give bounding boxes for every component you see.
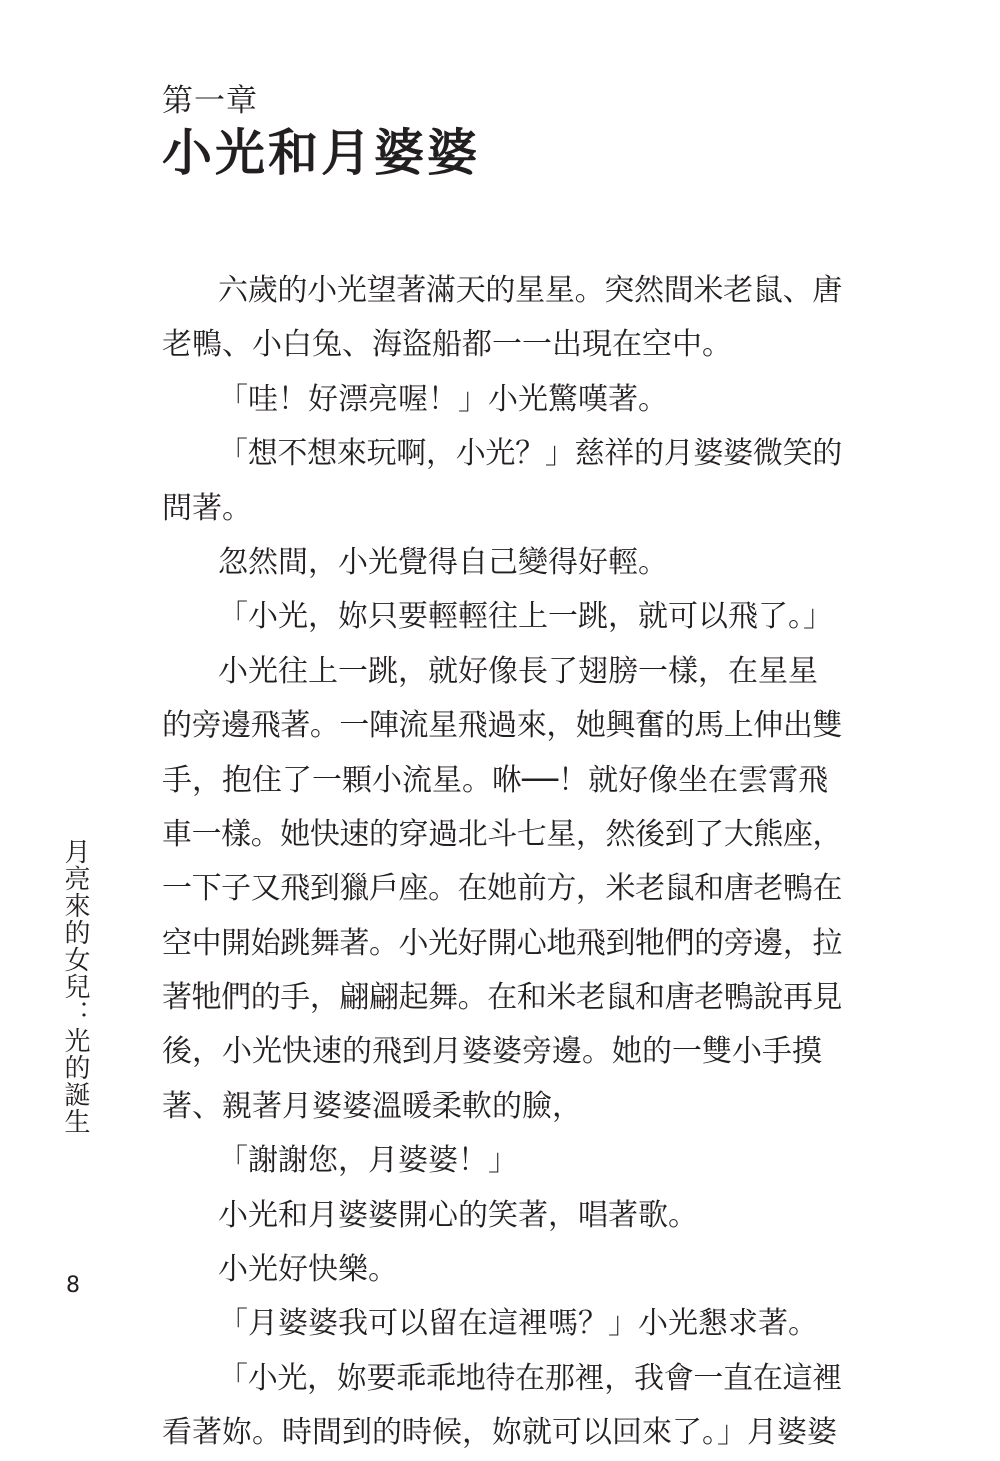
- text-line: 「哇！好漂亮喔！」小光驚嘆著。: [218, 381, 668, 417]
- text-line: 一下子又飛到獵戶座。在她前方，米老鼠和唐老鴨在: [162, 871, 842, 907]
- text-line: 老鴨、小白兔、海盜船都一一出現在空中。: [162, 327, 732, 363]
- text-line: 的旁邊飛著。一陣流星飛過來，她興奮的馬上伸出雙: [162, 708, 842, 744]
- text-line: 「小光，妳要乖乖地待在那裡，我會一直在這裡: [218, 1360, 842, 1396]
- chapter-label: 第一章: [162, 83, 258, 119]
- body-text: [162, 264, 842, 1461]
- text-line: 六歲的小光望著滿天的星星。突然間米老鼠、唐: [218, 273, 842, 308]
- text-line: 「謝謝您，月婆婆！」: [218, 1143, 518, 1179]
- text-line: 看著妳。時間到的時候，妳就可以回來了。」月婆婆: [162, 1415, 837, 1451]
- text-line: 問著。: [162, 490, 252, 526]
- text-line: 著、親著月婆婆溫暖柔軟的臉，: [162, 1088, 582, 1124]
- book-title-running-head: 月亮來的女兒：光的誕生: [60, 838, 90, 1135]
- text-line: 「小光，妳只要輕輕往上一跳，就可以飛了。」: [218, 599, 833, 635]
- text-line: 小光往上一跳，就好像長了翅膀一樣，在星星: [218, 653, 818, 689]
- text-line: 後，小光快速的飛到月婆婆旁邊。她的一雙小手摸: [162, 1034, 822, 1070]
- text-line: 空中開始跳舞著。小光好開心地飛到牠們的旁邊，拉: [162, 925, 842, 961]
- chapter-title: 小光和月婆婆: [162, 124, 480, 182]
- text-line: 車一樣。她快速的穿過北斗七星，然後到了大熊座，: [162, 816, 842, 852]
- text-line: 「月婆婆我可以留在這裡嗎？」小光懇求著。: [218, 1306, 818, 1342]
- text-line: 小光好快樂。: [218, 1252, 398, 1288]
- text-line: 小光和月婆婆開心的笑著，唱著歌。: [218, 1197, 698, 1233]
- text-line: 「想不想來玩啊，小光？」慈祥的月婆婆微笑的: [218, 436, 842, 472]
- text-line: 著牠們的手，翩翩起舞。在和米老鼠和唐老鴨說再見: [162, 980, 842, 1016]
- text-line: 手，抱住了一顆小流星。咻──！就好像坐在雲霄飛: [162, 762, 829, 798]
- page-number: 8: [66, 1273, 80, 1298]
- text-line: 忽然間，小光覺得自己變得好輕。: [218, 544, 668, 580]
